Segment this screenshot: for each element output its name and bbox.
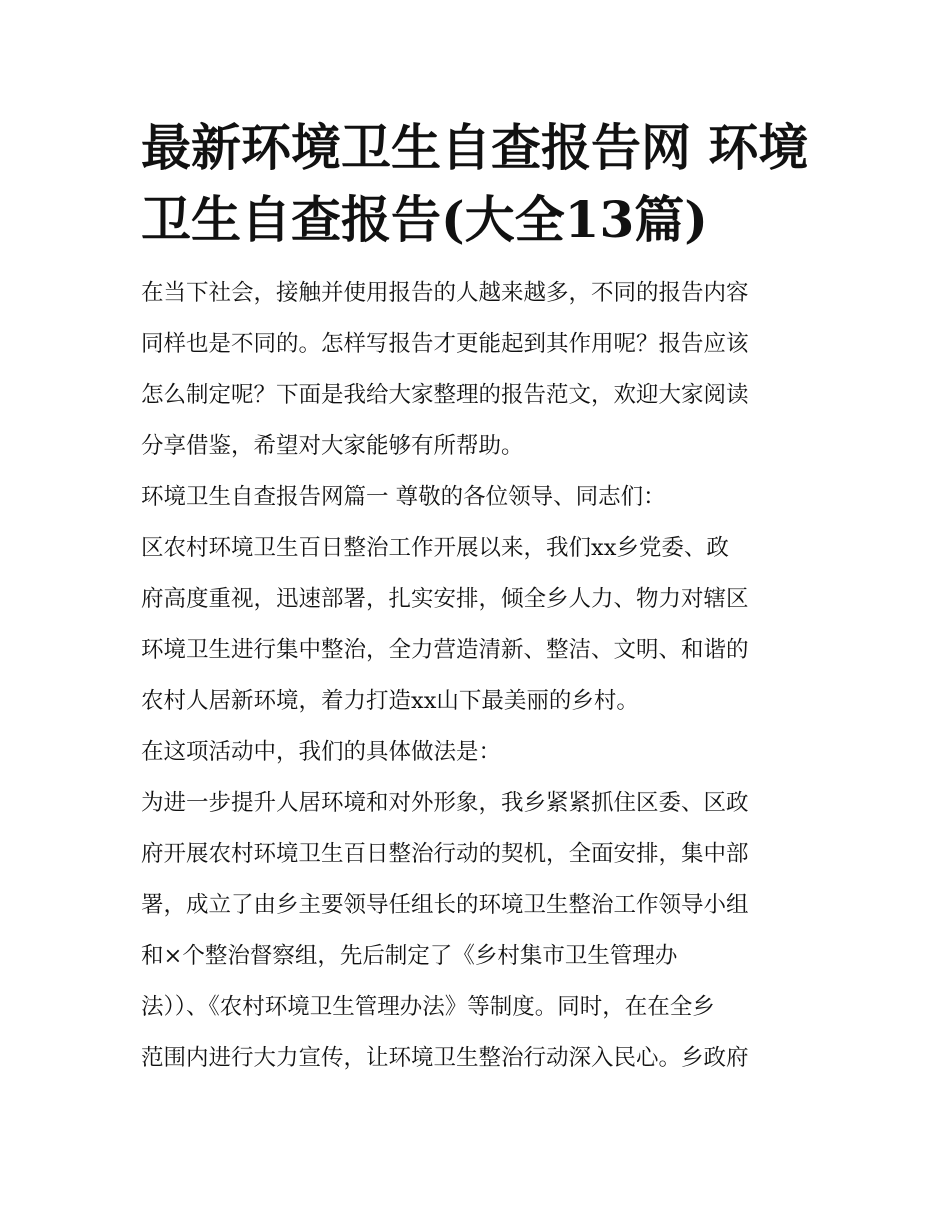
intro-line-1: 在当下社会，接触并使用报告的人越来越多，不同的报告内容	[141, 280, 749, 306]
title-line-1: 最新环境卫生自查报告网 环境	[141, 118, 809, 177]
paragraph-3-line-1: 为进一步提升人居环境和对外形象，我乡紧紧抓住区委、区政	[141, 790, 749, 816]
paragraph-1-line-3: 环境卫生进行集中整治，全力营造清新、整洁、文明、和谐的	[141, 637, 749, 663]
document-body	[141, 268, 813, 1084]
paragraph-3-line-2: 府开展农村环境卫生百日整治行动的契机，全面安排，集中部	[141, 841, 749, 867]
intro-line-4: 分享借鉴，希望对大家能够有所帮助。	[141, 433, 524, 459]
intro-line-3: 怎么制定呢？下面是我给大家整理的报告范文，欢迎大家阅读	[141, 382, 749, 408]
title-line-2: 卫生自查报告(大全13篇)	[141, 190, 708, 249]
paragraph-3-line-6: 范围内进行大力宣传，让环境卫生整治行动深入民心。乡政府	[141, 1045, 749, 1071]
paragraph-1-line-2: 府高度重视，迅速部署，扎实安排，倾全乡人力、物力对辖区	[141, 586, 749, 612]
document-title	[141, 112, 813, 256]
intro-line-2: 同样也是不同的。怎样写报告才更能起到其作用呢？报告应该	[141, 331, 749, 357]
section-heading-line: 环境卫生自查报告网篇一 尊敬的各位领导、同志们：	[141, 484, 666, 510]
paragraph-3-line-5: 法））、《农村环境卫生管理办法》等制度。同时，在在全乡	[141, 994, 715, 1020]
paragraph-1-line-4: 农村人居新环境，着力打造xx山下最美丽的乡村。	[141, 688, 639, 714]
paragraph-1-line-1: 区农村环境卫生百日整治工作开展以来，我们xx乡党委、政	[141, 535, 729, 561]
document-page	[141, 112, 813, 1084]
paragraph-3-line-3: 署，成立了由乡主要领导任组长的环境卫生整治工作领导小组	[141, 892, 749, 918]
paragraph-3-line-4: 和×个整治督察组，先后制定了《乡村集市卫生管理办	[141, 943, 678, 969]
paragraph-2-line-1: 在这项活动中，我们的具体做法是：	[141, 739, 502, 765]
